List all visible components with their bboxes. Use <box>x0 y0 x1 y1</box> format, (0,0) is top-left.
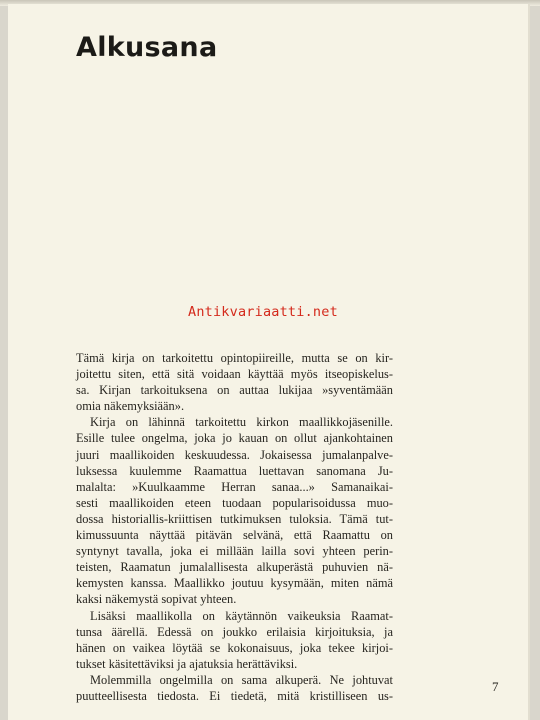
text-line: juuri maallikoiden keskuudessa. Jokaisessa jumalanpalve- <box>76 447 393 462</box>
text-line: dossa historiallis-kriittisen tutkimuksen tuloksia. Tämä tut- <box>76 511 393 526</box>
text-line: Molemmilla ongelmilla on sama alkuperä. Ne johtuvat <box>90 672 393 687</box>
text-line: puutteellisesta tiedosta. Ei tiedetä, mitä kristilliseen us- <box>76 688 393 703</box>
watermark-text: Antikvariaatti.net <box>188 304 338 320</box>
body-text <box>76 350 393 704</box>
text-line: sesti maallikoiden eteen tuodaan popularisoidussa muo- <box>76 495 393 510</box>
page-title: Alkusana <box>76 32 218 63</box>
text-line: hänen on vaikea löytää se kokonaisuus, joka tekee kirjoi- <box>76 640 393 655</box>
text-line: kimussuunta näyttää pitävän selvänä, että Raamattu on <box>76 528 393 543</box>
text-line: kaksi näkemystä sopivat yhteen. <box>76 592 237 607</box>
text-line: omia näkemyksiään». <box>76 399 185 414</box>
text-line: Esille tulee ongelma, joka jo kauan on ollut ajankohtainen <box>76 431 393 446</box>
text-line: Tämä kirja on tarkoitettu opintopiireille, mutta se on kir- <box>76 351 393 365</box>
text-line: luksessa kuulemme Raamattua luettavan sanomana Ju- <box>76 463 393 478</box>
text-line: joitettu siten, että sitä voidaan käyttää myös itseopiskelus- <box>76 367 393 382</box>
text-line: syntynyt tavalla, joka ei millään lailla sovi yhteen perin- <box>76 544 393 559</box>
text-line: Lisäksi maallikolla on käytännön vaikeuksia Raamat- <box>90 608 393 623</box>
text-line: sa. Kirjan tarkoituksena on auttaa lukijaa »syventämään <box>76 383 393 398</box>
text-line: Kirja on lähinnä tarkoitettu kirkon maallikkojäsenille. <box>90 415 393 430</box>
text-line: tukset käsitettäviksi ja ajatuksia herättäviksi. <box>76 656 298 671</box>
text-line: malalta: »Kuulkaamme Herran sanaa...» Samanaikai- <box>76 479 393 494</box>
text-line: tunsa äärellä. Edessä on joukko erilaisia kirjoituksia, ja <box>76 624 393 639</box>
text-line: teisten, Raamatun jumalallisesta alkuperästä puhuvien nä- <box>76 560 393 575</box>
text-line: kemysten kanssa. Maallikko joutuu kysymään, miten nämä <box>76 576 393 591</box>
page-number: 7 <box>492 679 499 694</box>
